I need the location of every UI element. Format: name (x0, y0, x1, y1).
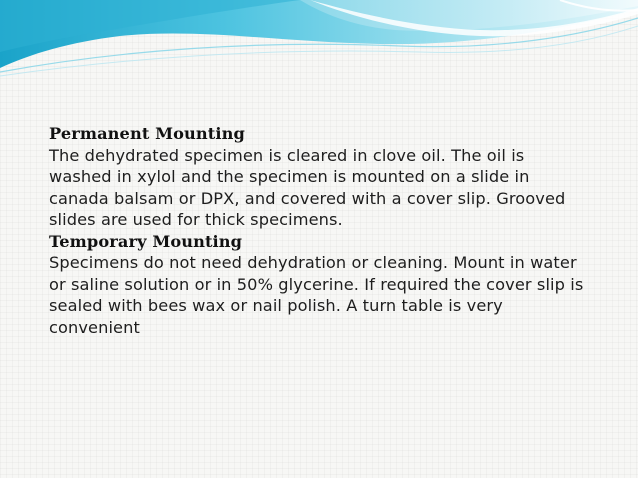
section-heading-permanent: Permanent Mounting (49, 124, 245, 143)
section-body-permanent: The dehydrated specimen is cleared in clove oil. The oil is washed in xylol and the specimen is mounted on a slide in canada balsam or DPX, and covered with a cover slip. Grooved slides are used for thick specimens. (49, 145, 566, 229)
section-heading-temporary: Temporary Mounting (49, 231, 243, 251)
slide-body (49, 123, 589, 338)
header-wave-decoration (0, 0, 638, 80)
section-body-temporary: Specimens do not need dehydration or cleaning. Mount in water or saline solution or in 50% glycerine. If required the cover slip is sealed with bees wax or nail polish. A turn table is very convenient (49, 253, 584, 337)
